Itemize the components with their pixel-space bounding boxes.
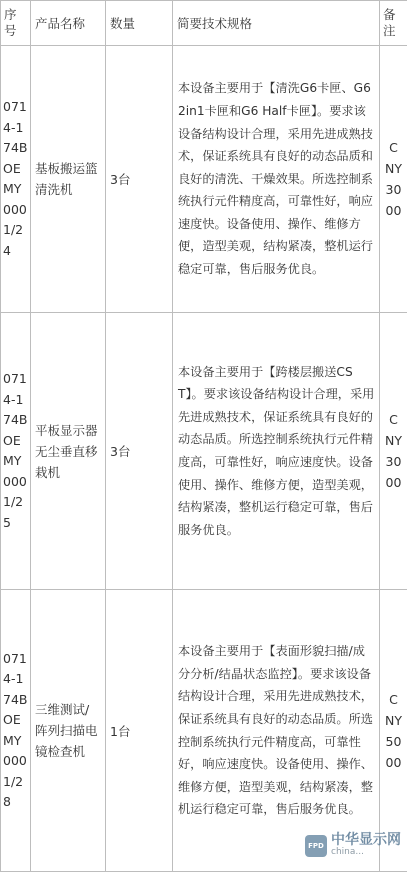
- row-spec: 本设备主要用于【跨楼层搬送CST】。要求该设备结构设计合理，采用先进成熟技术，保证系统具有良好的动态品质。所选控制系统执行元件精度高，可靠性好，响应速度快。设备使用、操作、维修方便，造型美观，结构紧凑，整机运行稳定可靠，售后服务优良。: [173, 313, 380, 590]
- row-spec: 本设备主要用于【表面形貌扫描/成分分析/结晶状态监控】。要求该设备结构设计合理，采用先进成熟技术，保证系统具有良好的动态品质。所选控制系统执行元件精度高，可靠性好，响应速度快。设备使用、操作、维修方便，造型美观，结构紧凑，整机运行稳定可靠，售后服务优良。: [173, 590, 380, 872]
- row-qty: 3台: [106, 313, 173, 590]
- row-note: CNY5000: [380, 590, 407, 872]
- fpd-logo-icon: FPD: [305, 835, 327, 857]
- row-id: 0714-174BOEMY0001/25: [1, 313, 31, 590]
- watermark-text: [331, 834, 401, 858]
- table-row: [1, 46, 407, 313]
- row-qty: 1台: [106, 590, 173, 872]
- header-note: 备注: [380, 1, 407, 46]
- row-qty: 3台: [106, 46, 173, 313]
- watermark-site-cn: 中华显示网: [331, 834, 401, 846]
- header-qty: 数量: [106, 1, 173, 46]
- header-id: 序号: [1, 1, 31, 46]
- row-id: 0714-174BOEMY0001/28: [1, 590, 31, 872]
- table-row: [1, 590, 407, 872]
- row-note: CNY3000: [380, 46, 407, 313]
- header-name: 产品名称: [31, 1, 106, 46]
- row-note: CNY3000: [380, 313, 407, 590]
- row-name: 基板搬运篮清洗机: [31, 46, 106, 313]
- watermark-site-en: china...: [331, 846, 401, 858]
- row-id: 0714-174BOEMY0001/24: [1, 46, 31, 313]
- row-spec: 本设备主要用于【清洗G6卡匣、G6 2in1卡匣和G6 Half卡匣】。要求该设备结构设计合理，采用先进成熟技术，保证系统具有良好的动态品质和良好的清洗、干燥效果。所选控制系统执行元件精度高，可靠性好，响应速度快。设备使用、操作、维修方便，造型美观，结构紧凑，整机运行稳定可靠，售后服务优良。: [173, 46, 380, 313]
- row-name: 平板显示器无尘垂直移栽机: [31, 313, 106, 590]
- table-header-row: [1, 1, 407, 46]
- row-name: 三维测试/阵列扫描电镜检查机: [31, 590, 106, 872]
- table-row: [1, 313, 407, 590]
- header-spec: 简要技术规格: [173, 1, 380, 46]
- site-watermark: [305, 834, 401, 858]
